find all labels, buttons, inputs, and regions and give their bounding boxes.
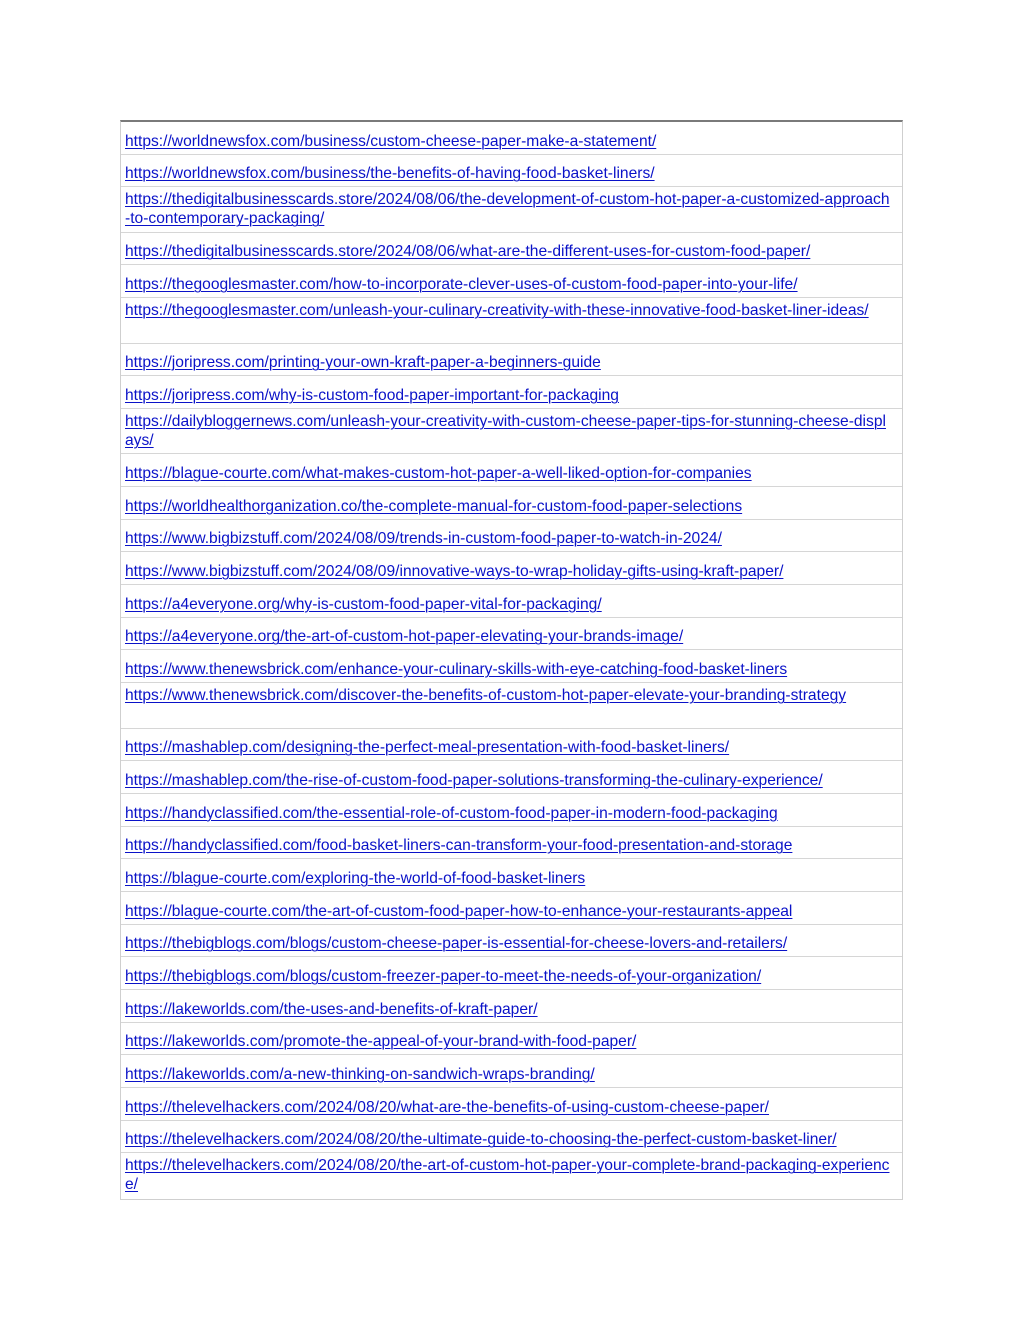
- table-row: [121, 683, 902, 728]
- url-link[interactable]: https://blague-courte.com/the-art-of-custom-food-paper-how-to-enhance-your-restaurants-appeal: [125, 902, 793, 920]
- table-row: [121, 1088, 902, 1121]
- table-row: [121, 187, 902, 232]
- url-link[interactable]: https://thegooglesmaster.com/how-to-incorporate-clever-uses-of-custom-food-paper-into-your-life/: [125, 276, 798, 294]
- table-row: [121, 925, 902, 958]
- table-row: [121, 1055, 902, 1088]
- url-link[interactable]: https://a4everyone.org/why-is-custom-food-paper-vital-for-packaging/: [125, 595, 602, 613]
- url-link[interactable]: https://www.bigbizstuff.com/2024/08/09/trends-in-custom-food-paper-to-watch-in-2024/: [125, 530, 722, 548]
- url-link[interactable]: https://thebigblogs.com/blogs/custom-freezer-paper-to-meet-the-needs-of-your-organization/: [125, 968, 762, 985]
- table-row: [121, 552, 902, 585]
- table-row: [121, 729, 902, 762]
- url-link[interactable]: https://worldnewsfox.com/business/custom-cheese-paper-make-a-statement/: [125, 132, 657, 150]
- url-link[interactable]: https://mashablep.com/designing-the-perfect-meal-presentation-with-food-basket-liners/: [125, 739, 730, 757]
- table-row: [121, 1023, 902, 1056]
- table-row: [121, 298, 902, 343]
- url-link[interactable]: https://thelevelhackers.com/2024/08/20/the-ultimate-guide-to-choosing-the-perfect-custom-basket-liner/: [125, 1131, 837, 1149]
- url-link[interactable]: https://www.thenewsbrick.com/discover-the-benefits-of-custom-hot-paper-elevate-your-branding-strategy: [125, 687, 847, 705]
- table-row: [121, 585, 902, 618]
- url-link[interactable]: https://thegooglesmaster.com/unleash-your-culinary-creativity-with-these-innovative-food-basket-liner-ideas/: [125, 302, 869, 320]
- url-link[interactable]: https://thedigitalbusinesscards.store/2024/08/06/what-are-the-different-uses-for-custom-food-paper/: [125, 243, 811, 261]
- table-row: [121, 487, 902, 520]
- table-row: [121, 618, 902, 651]
- url-link[interactable]: https://a4everyone.org/the-art-of-custom-hot-paper-elevating-your-brands-image/: [125, 628, 684, 646]
- url-link[interactable]: https://thebigblogs.com/blogs/custom-cheese-paper-is-essential-for-cheese-lovers-and-retailers/: [125, 935, 788, 953]
- url-link[interactable]: https://lakeworlds.com/promote-the-appeal-of-your-brand-with-food-paper/: [125, 1033, 637, 1051]
- table-row: [121, 761, 902, 794]
- table-row: [121, 892, 902, 925]
- url-link[interactable]: https://lakeworlds.com/a-new-thinking-on-sandwich-wraps-branding/: [125, 1066, 595, 1084]
- url-link[interactable]: https://thedigitalbusinesscards.store/2024/08/06/the-development-of-custom-hot-paper-a-customized-approach-to-contemporary-packaging/: [125, 191, 890, 228]
- url-link[interactable]: https://handyclassified.com/food-basket-liners-can-transform-your-food-presentation-and-storage: [125, 837, 793, 855]
- table-row: [121, 1121, 902, 1154]
- table-row: [121, 990, 902, 1023]
- table-row: [121, 454, 902, 487]
- url-table: [120, 120, 903, 1200]
- table-row: [121, 376, 902, 409]
- url-link[interactable]: https://thelevelhackers.com/2024/08/20/the-art-of-custom-hot-paper-your-complete-brand-packaging-experience/: [125, 1157, 890, 1194]
- url-link[interactable]: https://www.bigbizstuff.com/2024/08/09/innovative-ways-to-wrap-holiday-gifts-using-kraft-paper/: [125, 563, 784, 581]
- table-row: [121, 794, 902, 827]
- url-link[interactable]: https://worldhealthorganization.co/the-complete-manual-for-custom-food-paper-selections: [125, 497, 743, 515]
- table-row: [121, 409, 902, 454]
- url-link[interactable]: https://lakeworlds.com/the-uses-and-benefits-of-kraft-paper/: [125, 1000, 538, 1018]
- url-link[interactable]: https://dailybloggernews.com/unleash-your-creativity-with-custom-cheese-paper-tips-for-stunning-cheese-displays/: [125, 412, 886, 449]
- table-row: [121, 827, 902, 860]
- table-row: [121, 859, 902, 892]
- table-row: [121, 344, 902, 377]
- url-link[interactable]: https://handyclassified.com/the-essential-role-of-custom-food-paper-in-modern-food-packaging: [125, 804, 778, 822]
- url-link[interactable]: https://www.thenewsbrick.com/enhance-your-culinary-skills-with-eye-catching-food-basket-liners: [125, 661, 788, 679]
- table-row: [121, 1153, 902, 1198]
- table-row: [121, 155, 902, 188]
- url-link[interactable]: https://blague-courte.com/what-makes-custom-hot-paper-a-well-liked-option-for-companies: [125, 464, 752, 482]
- table-row: [121, 520, 902, 553]
- url-link[interactable]: https://joripress.com/why-is-custom-food-paper-important-for-packaging: [125, 386, 619, 404]
- url-link[interactable]: https://thelevelhackers.com/2024/08/20/what-are-the-benefits-of-using-custom-cheese-paper/: [125, 1098, 770, 1116]
- table-row: [121, 233, 902, 266]
- table-row: [121, 265, 902, 298]
- url-link[interactable]: https://worldnewsfox.com/business/the-benefits-of-having-food-basket-liners/: [125, 165, 655, 183]
- url-link[interactable]: https://blague-courte.com/exploring-the-world-of-food-basket-liners: [125, 869, 586, 887]
- table-row: [121, 650, 902, 683]
- table-row: [121, 957, 902, 990]
- table-row: [121, 122, 902, 155]
- url-link[interactable]: https://mashablep.com/the-rise-of-custom-food-paper-solutions-transforming-the-culinary-experience/: [125, 771, 823, 789]
- url-link[interactable]: https://joripress.com/printing-your-own-kraft-paper-a-beginners-guide: [125, 354, 601, 372]
